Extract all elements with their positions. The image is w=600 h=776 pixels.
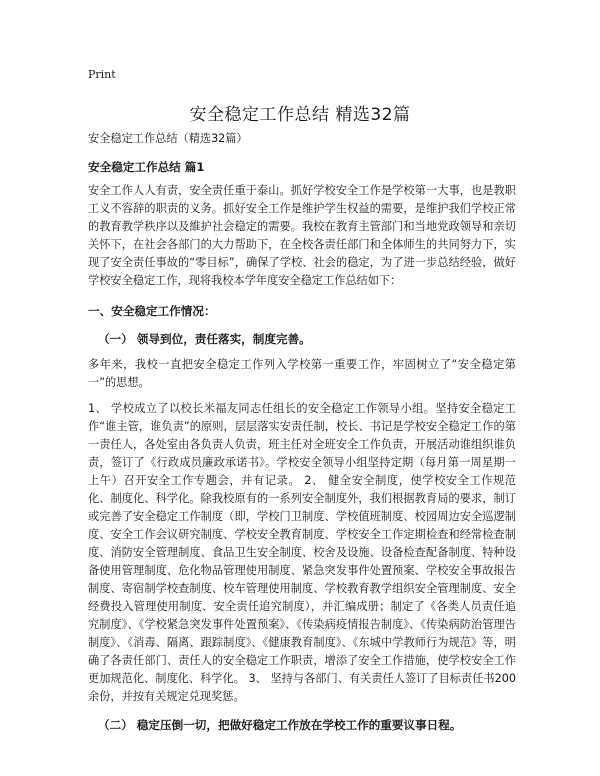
page-title: 安全稳定工作总结 精选32篇 (189, 105, 411, 125)
intro-paragraph: 安全工作人人有责，安全责任重于泰山。抓好学校安全工作是学校第一大事，也是教职工义不容辞的职责的义务。抓好安全工作是维护学生权益的需要，是维护我们学校正常的教育教学秩序以及維护社会稳定的需要。我校在教育主管部门和当地党政领导和亲切关怀下，在社会各部门的大力帮助下，在全校各责任部门和全体师生的共同努力下，实现了安全责任事故的“零目标”，确保了学校、社会的稳定，为了进一步总结经验，做好学校安全稳定工作，现将我校本学年度安全稳定工作总结如下： (88, 184, 516, 287)
print-link[interactable]: Print (88, 68, 116, 81)
paragraph-priority: 多年来，我校一直把安全稳定工作列入学校第一重要工作，牢固树立了“安全稳定第一”的思想。 (88, 358, 516, 389)
document-body (88, 130, 516, 734)
heading-stability: （二） 稳定压倒一切，把做好稳定工作放在学校工作的重要议事日程。 (98, 718, 462, 732)
heading-leadership: （一） 领导到位，责任落实，制度完善。 (98, 332, 311, 346)
document-subtitle: 安全稳定工作总结（精选32篇） (88, 132, 248, 145)
paragraph-measures: 1、 学校成立了以校长米福友同志任组长的安全稳定工作领导小组。坚持安全稳定工作“谁主管，谁负责”的原则，层层落实安责任制，校长、书记是学校安全稳定工作的第一责任人，各处室由各负责人负责，班主任对全班安全工作负责，开展活动谁组织谁负责，签订了《行政成员廉政承诺书》。学校安全领导小组坚持定期（每月第一周星期一上午）召开安全工作专题会，并有记录。 2、 健全安全制度，使学校安全工作规范化、制度化、科学化。除我校原有的一系列安全制度外，我们根据教育局的要求，制订或完善了安全稳定工作制度（即，学校门卫制度、学校值班制度、校园周边安全巡逻制度、安全工作会议研究制度、学校安全教育制度、学校安全工作定期检查和经常检查制度、消防安全管理制度、食品卫生安全制度、校舍及设施、设备检查配备制度、特种设备使用管理制度、危化物品管理使用制度、紧急突发事件处置预案、学校安全事故报告制度、寄宿制学校查制度、校车管理使用制度、学校教育教学组织安全管理制度、安全经费投入管理使用制度、安全责任追究制度），并汇编成册；制定了《各类人员责任追究制度》、《学校紧急突发事件处置预案》、《传染病疫情报告制度》、《传染病防治管理告制度》、《消毒、隔离、跟踪制度》、《健康教育制度》、《东城中学教师行为规范》等，明确了各责任部门、责任人的安全稳定工作职责，增添了安全工作措施，使学校安全工作更加规范化、制度化、科学化。 3、 坚持与各部门、有关责任人签订了目标责任书200余份，并按有关规定兑现奖惩。 (88, 402, 516, 703)
section-heading: 安全稳定工作总结 篇1 (88, 160, 205, 174)
heading-safety-status: 一、安全稳定工作情况： (88, 304, 216, 318)
